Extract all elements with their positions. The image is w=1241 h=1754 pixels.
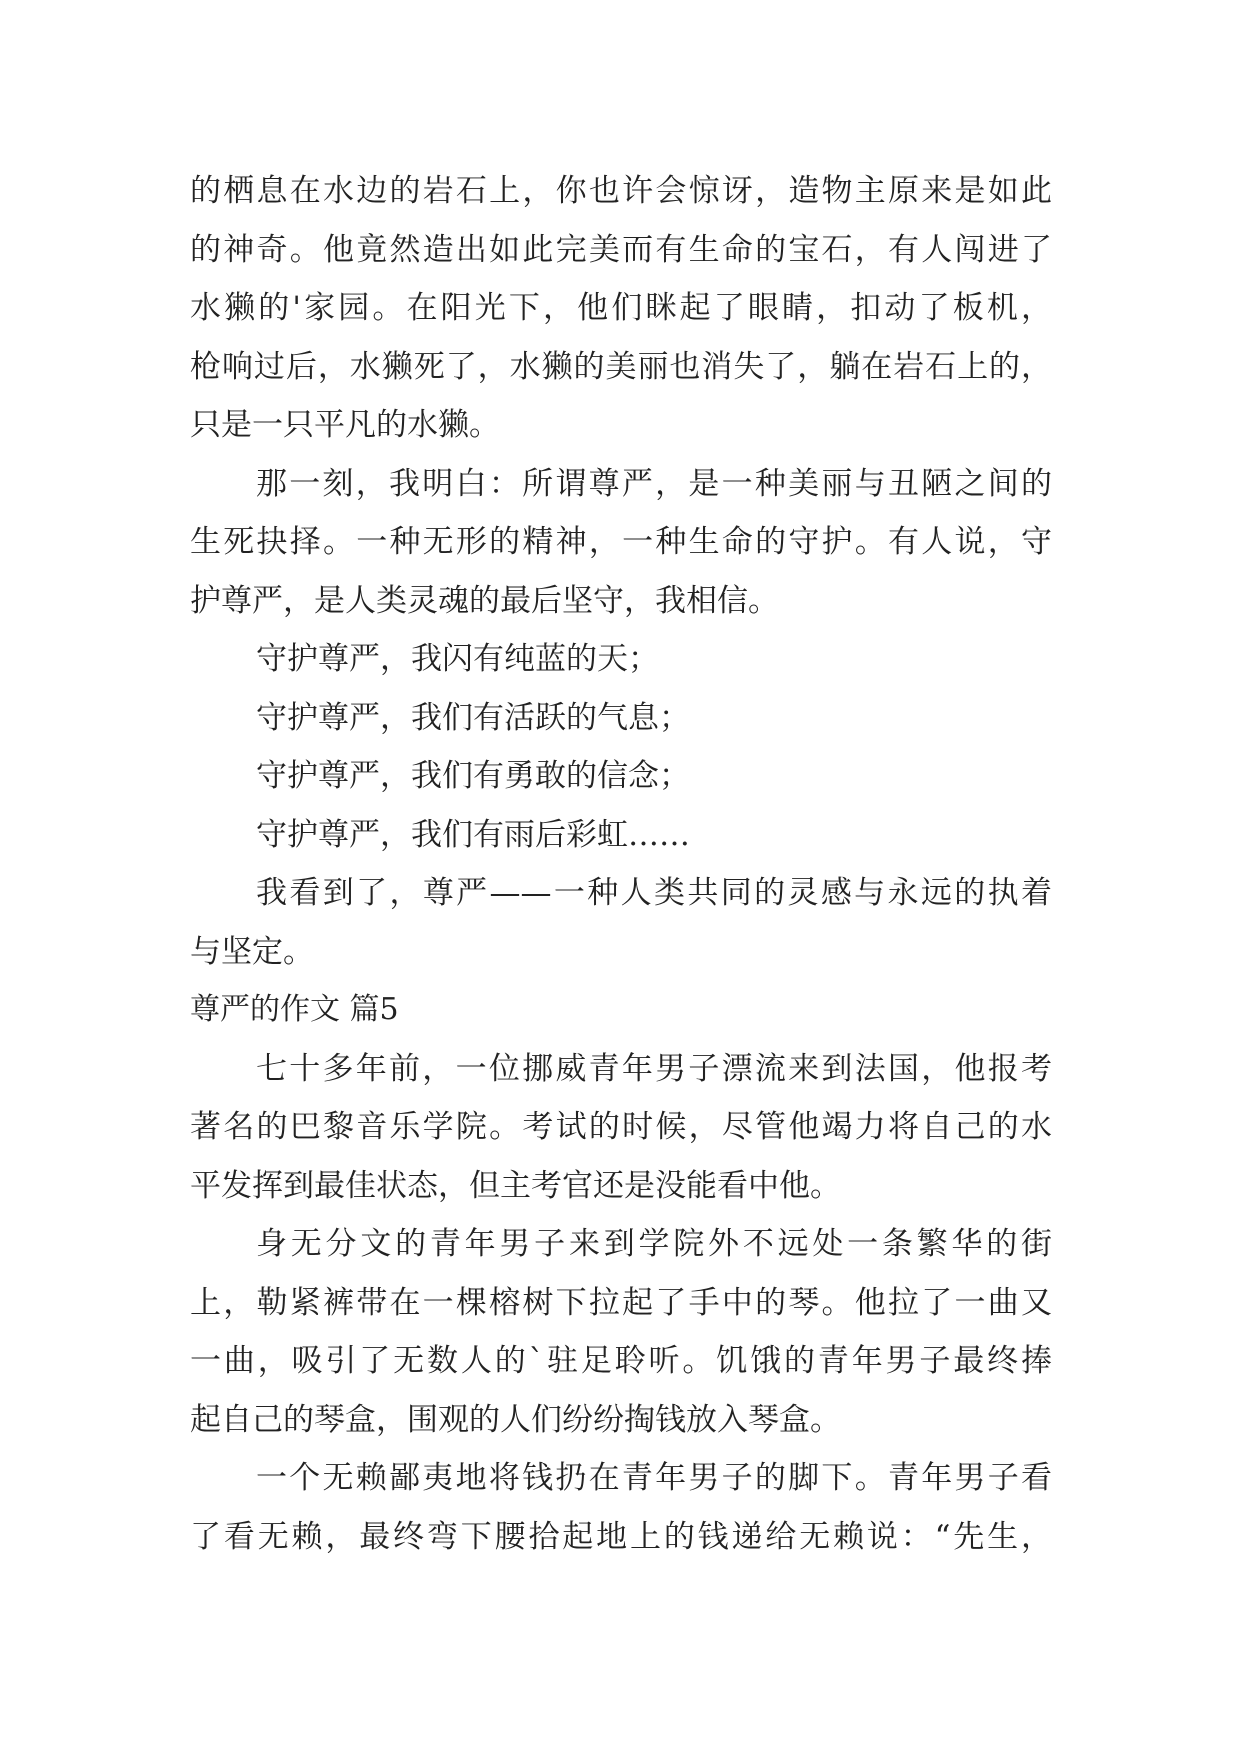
text-line: 一个无赖鄙夷地将钱扔在青年男子的脚下。青年男子看 xyxy=(256,1460,1052,1496)
text-line: 生死抉择。一种无形的精神，一种生命的守护。有人说，守 xyxy=(190,524,1052,560)
text-line: 上，勒紧裤带在一棵榕树下拉起了手中的琴。他拉了一曲又 xyxy=(190,1284,1052,1321)
text-line: 了看无赖，最终弯下腰拾起地上的钱递给无赖说：“先生， xyxy=(190,1518,1052,1555)
text-line: 只是一只平凡的水獭。 xyxy=(190,407,500,443)
text-line: 的神奇。他竟然造出如此完美而有生命的宝石，有人闯进了 xyxy=(190,231,1052,268)
text-line: 守护尊严，我们有勇敢的信念； xyxy=(256,758,690,794)
text-line: 守护尊严，我们有活跃的气息； xyxy=(256,699,690,736)
text-line: 的栖息在水边的岩石上，你也许会惊讶，造物主原来是如此 xyxy=(190,173,1052,209)
section-heading: 尊严的作文 篇5 xyxy=(190,992,399,1027)
text-line: 七十多年前，一位挪威青年男子漂流来到法国，他报考 xyxy=(256,1050,1052,1087)
text-line: 守护尊严，我们有雨后彩虹…… xyxy=(256,816,690,853)
text-line: 守护尊严，我闪有纯蓝的天； xyxy=(256,641,659,677)
text-line: 著名的巴黎音乐学院。考试的时候，尽管他竭力将自己的水 xyxy=(190,1109,1052,1145)
document-page xyxy=(190,162,1052,1566)
text-line: 护尊严，是人类灵魂的最后坚守，我相信。 xyxy=(190,582,779,619)
text-line: 与坚定。 xyxy=(190,933,314,970)
text-line: 水獭的'家园。在阳光下，他们眯起了眼睛，扣动了板机， xyxy=(190,290,1052,326)
text-line: 那一刻，我明白：所谓尊严，是一种美丽与丑陋之间的 xyxy=(256,465,1052,502)
text-line: 我看到了，尊严——一种人类共同的灵感与永远的执着 xyxy=(256,875,1052,911)
text-line: 起自己的琴盒，围观的人们纷纷掏钱放入琴盒。 xyxy=(190,1401,841,1438)
text-line: 枪响过后，水獭死了，水獭的美丽也消失了，躺在岩石上的， xyxy=(190,348,1052,385)
text-line: 身无分文的青年男子来到学院外不远处一条繁华的街 xyxy=(256,1226,1052,1262)
text-line: 一曲，吸引了无数人的`驻足聆听。饥饿的青年男子最终捧 xyxy=(190,1343,1052,1379)
text-line: 平发挥到最佳状态，但主考官还是没能看中他。 xyxy=(190,1167,841,1204)
